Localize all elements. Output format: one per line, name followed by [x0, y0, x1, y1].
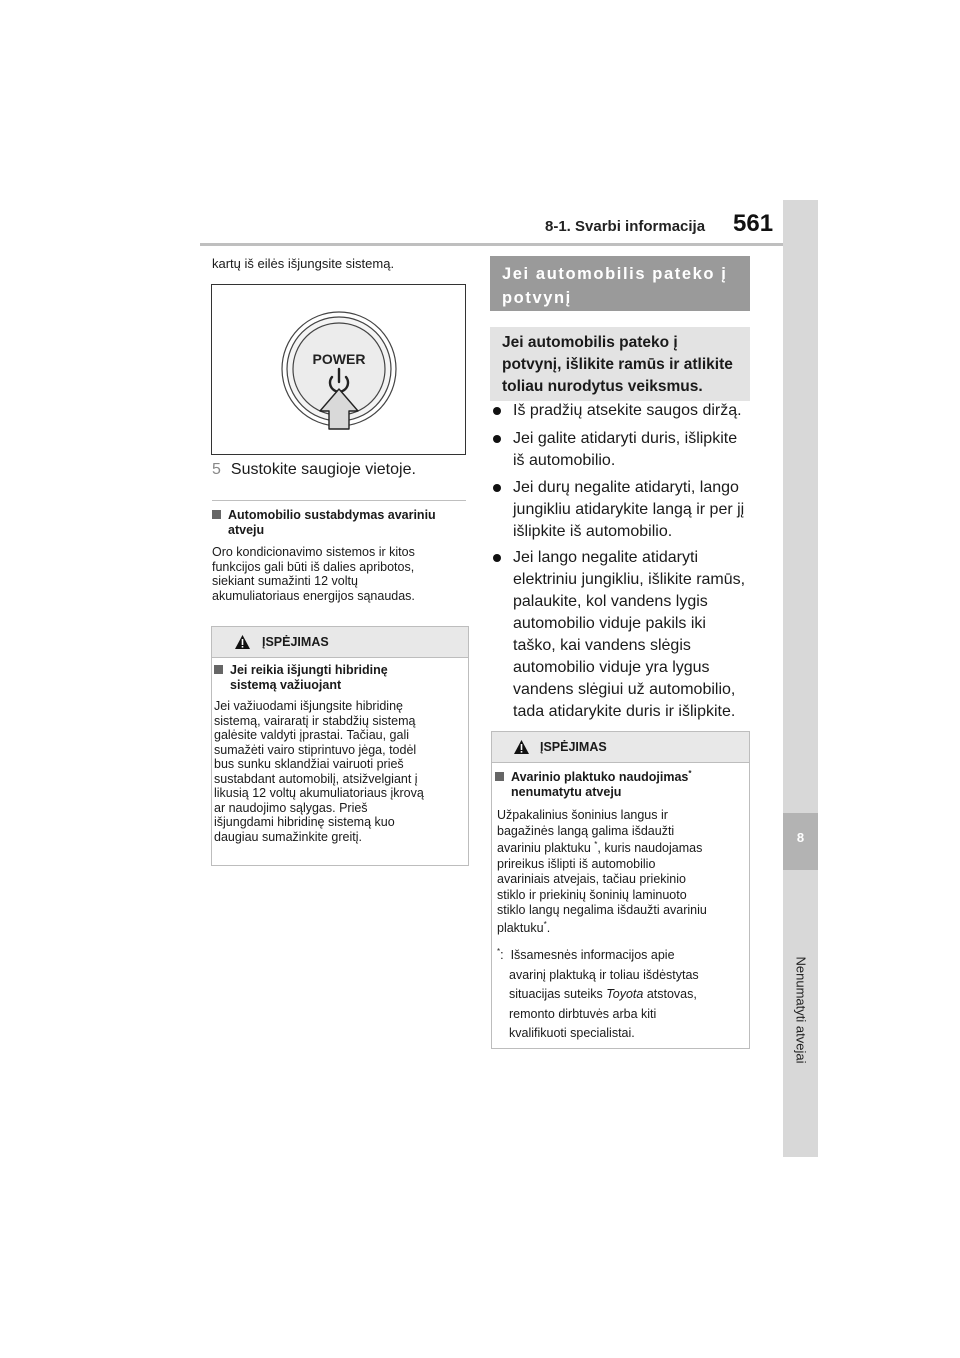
intro-box: Jei automobilis pateko į potvynį, išlikite ramūs ir atlikite toliau nurodytus veiksmus. — [490, 327, 750, 401]
section-banner — [490, 256, 750, 311]
warning-box-right — [491, 731, 750, 1049]
warning-triangle-icon — [513, 739, 530, 755]
square-bullet-icon — [214, 665, 223, 674]
section-divider — [212, 500, 466, 501]
bullet-item: Jei lango negalite atidaryti elektriniu jungikliu, išlikite ramūs, palaukite, kol vandens lygis automobilio viduje pakils iki taško, kai vandens slėgis automobilio viduje yra lygus vandens slėgiui už automobilio, tada atidarykite duris ir išlipkite. — [493, 547, 755, 723]
bullet-dot-icon — [493, 554, 501, 562]
emergency-stop-heading: Automobilio sustabdymas avariniu atveju — [212, 508, 467, 538]
warning-header — [212, 627, 468, 658]
banner-line: Jei automobilis pateko į — [502, 265, 728, 283]
footnote: *: Išsamesnės informacijos apie avarinį plaktuką ir toliau išdėstytas situacijas suteiks Toyota atstovas, remonto dirbtuvės arba kiti kvalifikuoti specialistai. — [497, 946, 699, 1040]
warning-header — [492, 732, 749, 763]
chapter-number: 8 — [796, 830, 805, 845]
header-rule — [200, 243, 783, 246]
page-number: 561 — [733, 210, 774, 237]
step-text: Sustokite saugioje vietoje. — [230, 461, 416, 478]
square-bullet-icon — [495, 772, 504, 781]
lead-text: kartų iš eilės išjungsite sistemą. — [212, 256, 395, 271]
bullet-item: Iš pradžių atsekite saugos diržą. — [493, 400, 755, 422]
warning-triangle-icon — [234, 634, 251, 650]
warning-heading: Jei reikia išjungti hibridinę sistemą važiuojant — [214, 663, 464, 693]
warning-box-left — [211, 626, 469, 866]
square-bullet-icon — [212, 510, 221, 519]
bullet-item: Jei galite atidaryti duris, išlipkite iš automobilio. — [493, 428, 755, 472]
step-5 — [212, 461, 416, 479]
bullet-dot-icon — [493, 435, 501, 443]
warning-heading: Avarinio plaktuko naudojimas* nenumatytu atveju — [495, 770, 745, 800]
warning-label: ĮSPĖJIMAS — [540, 740, 607, 754]
power-button-figure — [211, 284, 466, 455]
warning-label: ĮSPĖJIMAS — [262, 635, 329, 649]
section-title: 8-1. Svarbi informacija — [545, 218, 706, 235]
power-label: POWER — [312, 351, 366, 367]
warning-body: Jei važiuodami išjungsite hibridinę sistemą, vairaratį ir stabdžių sistemą galėsite valdyti įprastai. Tačiau, gali sumažėti vairo stiprintuvo jėga, todėl bus sunku sklandžiai vairuoti prieš sustabdant automobilį, atsižvelgiant į likusią 12 voltų akumuliatoriaus įkrovą ar naudojimo sąlygas. Prieš išjungdami hibridinę sistemą kuo daugiau sumažinkite greitį. — [214, 699, 424, 844]
warning-body: Užpakalinius šoninius langus ir bagažinės langą galima išdaužti avariniu plaktuku *, kuris naudojamas prireikus išlipti iš automobilio avariniais atvejais, tačiau priekinio stiklo ir priekinių šoninių laminuoto stiklo langų negalima išdaužti avariniu plaktuku*. — [497, 808, 707, 935]
bullet-dot-icon — [493, 407, 501, 415]
bullet-dot-icon — [493, 484, 501, 492]
power-button-illustration — [212, 285, 464, 453]
emergency-stop-body: Oro kondicionavimo sistemos ir kitos funkcijos gali būti iš dalies apribotos, siekiant sumažinti 12 voltų akumuliatoriaus energijos sąnaudas. — [212, 545, 415, 603]
bullet-item: Jei durų negalite atidaryti, lango jungikliu atidarykite langą ir per jį išlipkite iš automobilio. — [493, 477, 755, 543]
banner-line: potvynį — [502, 289, 572, 307]
chapter-title: Nenumatyti atvejai — [793, 956, 809, 1064]
step-number: 5 — [212, 461, 221, 478]
